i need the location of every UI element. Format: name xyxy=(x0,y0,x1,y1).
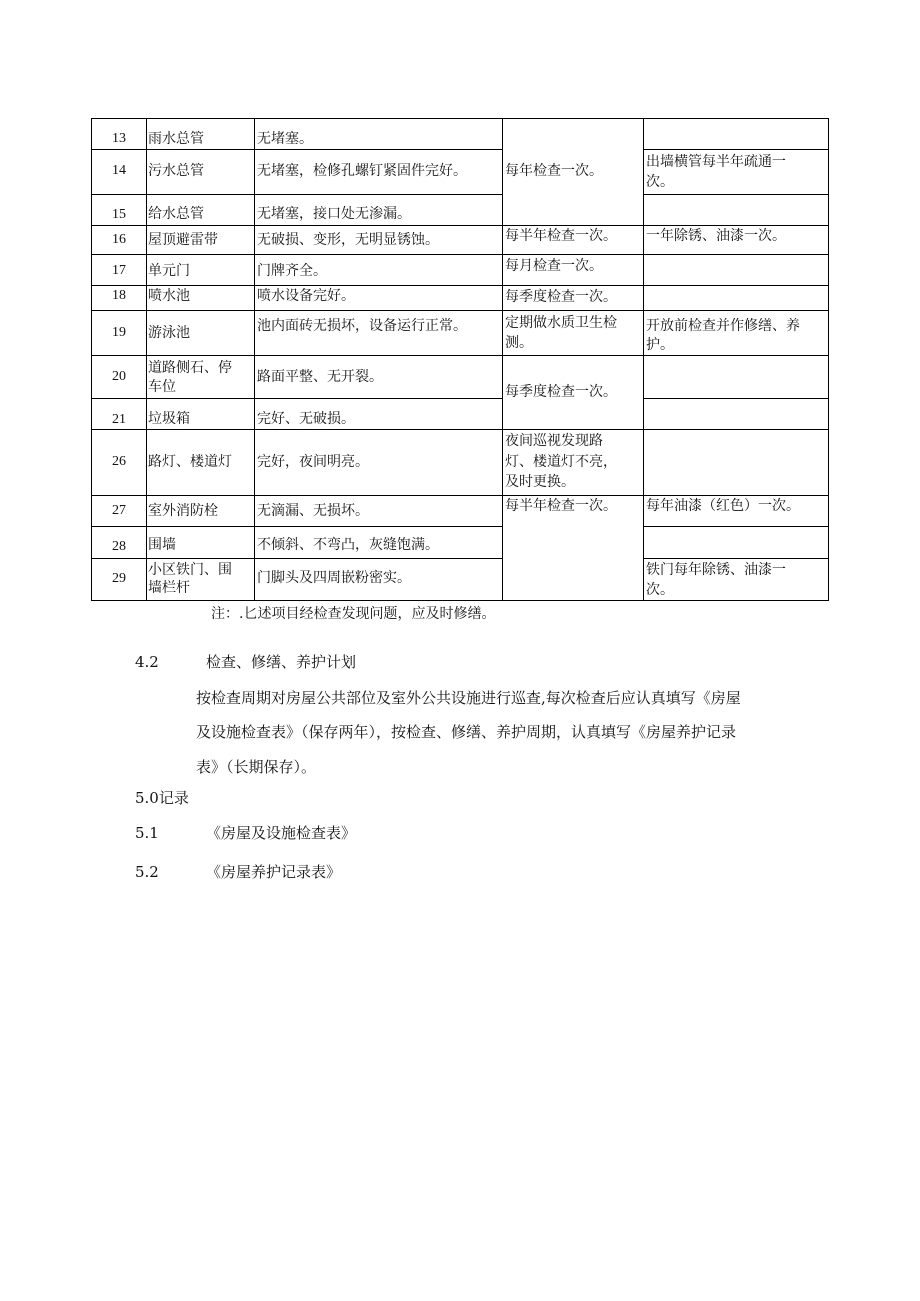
maintenance-cycle: 铁门每年除锈、油漆一 xyxy=(646,562,786,578)
inspection-cycle: 每半年检查一次。 xyxy=(505,228,617,244)
inspection-cycle: 每月检查一次。 xyxy=(505,258,603,274)
body-line: 按检查周期对房屋公共部位及室外公共设施进行巡查,每次检查后应认真填写《房屋 xyxy=(196,689,741,707)
body-line: 及设施检查表》（保存两年），按检查、修缮、养护周期，认真填写《房屋养护记录 xyxy=(196,723,737,741)
row-number: 14 xyxy=(112,163,126,178)
item-name: 给水总管 xyxy=(148,206,204,222)
row-divider xyxy=(91,526,502,527)
row-number: 13 xyxy=(112,131,126,146)
section-title: 《房屋养护记录表》 xyxy=(206,863,342,881)
row-divider xyxy=(643,429,829,430)
row-number: 20 xyxy=(112,369,126,384)
item-name-line: 道路侧石、停 xyxy=(148,360,232,376)
col-divider xyxy=(643,118,644,601)
inspection-cycle: 定期做水质卫生检 xyxy=(505,315,617,331)
maintenance-cycle: 开放前检查并作修缮、养 xyxy=(646,318,800,334)
row-divider xyxy=(643,526,829,527)
maintenance-cycle: 每年油漆（红色）一次。 xyxy=(646,498,800,514)
row-divider xyxy=(91,149,502,150)
inspection-standard: 无堵塞，接口处无渗漏。 xyxy=(257,206,411,222)
item-name: 室外消防栓 xyxy=(148,503,218,519)
item-name: 围墙 xyxy=(148,537,176,553)
item-name: 垃圾箱 xyxy=(148,411,190,427)
item-name: 游泳池 xyxy=(148,325,190,341)
inspection-cycle: 每季度检查一次。 xyxy=(505,384,617,400)
inspection-cycle: 及时更换。 xyxy=(505,474,575,490)
inspection-cycle: 测。 xyxy=(505,335,533,351)
row-divider xyxy=(502,310,643,311)
row-divider xyxy=(643,194,829,195)
section-heading: 5.0记录 xyxy=(135,789,189,807)
row-divider xyxy=(502,429,643,430)
row-divider xyxy=(643,310,829,311)
inspection-cycle: 每年检查一次。 xyxy=(505,163,603,179)
inspection-cycle: 每季度检查一次。 xyxy=(505,289,617,305)
section-title: 检查、修缮、养护计划 xyxy=(206,653,357,671)
item-name: 喷水池 xyxy=(148,288,190,304)
row-divider xyxy=(643,558,829,559)
row-divider xyxy=(643,254,829,255)
row-number: 26 xyxy=(112,454,126,469)
row-number: 29 xyxy=(112,571,126,586)
item-name-line: 车位 xyxy=(148,379,176,395)
row-divider xyxy=(643,355,829,356)
row-divider xyxy=(91,429,502,430)
table-note: 注：.匕述项目经检查发现问题，应及时修缮。 xyxy=(211,606,496,622)
inspection-standard: 完好，夜间明亮。 xyxy=(257,454,369,470)
inspection-cycle: 灯、楼道灯不亮， xyxy=(505,454,617,470)
row-divider xyxy=(91,254,502,255)
maintenance-cycle: 一年除锈、油漆一次。 xyxy=(646,228,786,244)
row-number: 19 xyxy=(112,325,126,340)
row-divider xyxy=(502,495,643,496)
inspection-standard: 路面平整、无开裂。 xyxy=(257,369,383,385)
item-name: 屋顶避雷带 xyxy=(148,232,218,248)
row-number: 16 xyxy=(112,232,126,247)
inspection-standard: 不倾斜、不弯凸，灰缝饱满。 xyxy=(257,537,439,553)
inspection-cycle: 夜间巡视发现路 xyxy=(505,433,603,449)
inspection-standard: 完好、无破损。 xyxy=(257,411,355,427)
inspection-standard: 池内面砖无损坏，设备运行正常。 xyxy=(257,318,467,334)
inspection-standard: 无堵塞。 xyxy=(257,131,313,147)
row-number: 18 xyxy=(112,288,126,303)
row-number: 28 xyxy=(112,539,126,554)
col-divider xyxy=(146,118,147,601)
row-divider xyxy=(502,285,643,286)
item-name: 路灯、楼道灯 xyxy=(148,454,232,470)
inspection-standard: 无堵塞，检修孔螺钉紧固件完好。 xyxy=(257,163,467,179)
row-divider xyxy=(91,310,502,311)
maintenance-cycle: 次。 xyxy=(646,174,674,190)
inspection-standard: 门脚头及四周嵌粉密实。 xyxy=(257,570,411,586)
row-number: 27 xyxy=(112,503,126,518)
row-divider xyxy=(91,194,502,195)
section-number: 4.2 xyxy=(135,653,159,671)
row-number: 17 xyxy=(112,263,126,278)
row-divider xyxy=(91,355,502,356)
row-divider xyxy=(643,398,829,399)
section-number: 5.2 xyxy=(135,863,159,881)
inspection-cycle: 每半年检查一次。 xyxy=(505,498,617,514)
row-divider xyxy=(91,558,502,559)
row-divider xyxy=(502,254,643,255)
body-line: 表》（长期保存）。 xyxy=(196,758,317,776)
row-number: 15 xyxy=(112,207,126,222)
row-number: 21 xyxy=(112,412,126,427)
section-number: 5.1 xyxy=(135,824,159,842)
item-name: 单元门 xyxy=(148,263,190,279)
row-divider xyxy=(643,149,829,150)
inspection-standard: 无滴漏、无损坏。 xyxy=(257,503,369,519)
maintenance-cycle: 出墙横管每半年疏通一 xyxy=(646,154,786,170)
section-title: 《房屋及设施检查表》 xyxy=(206,824,357,842)
row-divider xyxy=(91,398,502,399)
inspection-standard: 门牌齐全。 xyxy=(257,263,327,279)
col-divider xyxy=(502,118,503,601)
item-name-line: 小区铁门、围 xyxy=(148,562,232,578)
row-divider xyxy=(502,225,643,226)
item-name: 雨水总管 xyxy=(148,131,204,147)
maintenance-cycle: 护。 xyxy=(646,337,674,353)
row-divider xyxy=(91,225,502,226)
row-divider xyxy=(91,495,502,496)
row-divider xyxy=(643,225,829,226)
maintenance-cycle: 次。 xyxy=(646,582,674,598)
row-divider xyxy=(91,285,502,286)
col-divider xyxy=(254,118,255,601)
inspection-standard: 无破损、变形，无明显锈蚀。 xyxy=(257,232,439,248)
inspection-standard: 喷水设备完好。 xyxy=(257,288,355,304)
row-divider xyxy=(643,495,829,496)
row-divider xyxy=(502,355,643,356)
row-divider xyxy=(643,285,829,286)
item-name: 污水总管 xyxy=(148,163,204,179)
item-name-line: 墙栏杆 xyxy=(148,580,190,596)
